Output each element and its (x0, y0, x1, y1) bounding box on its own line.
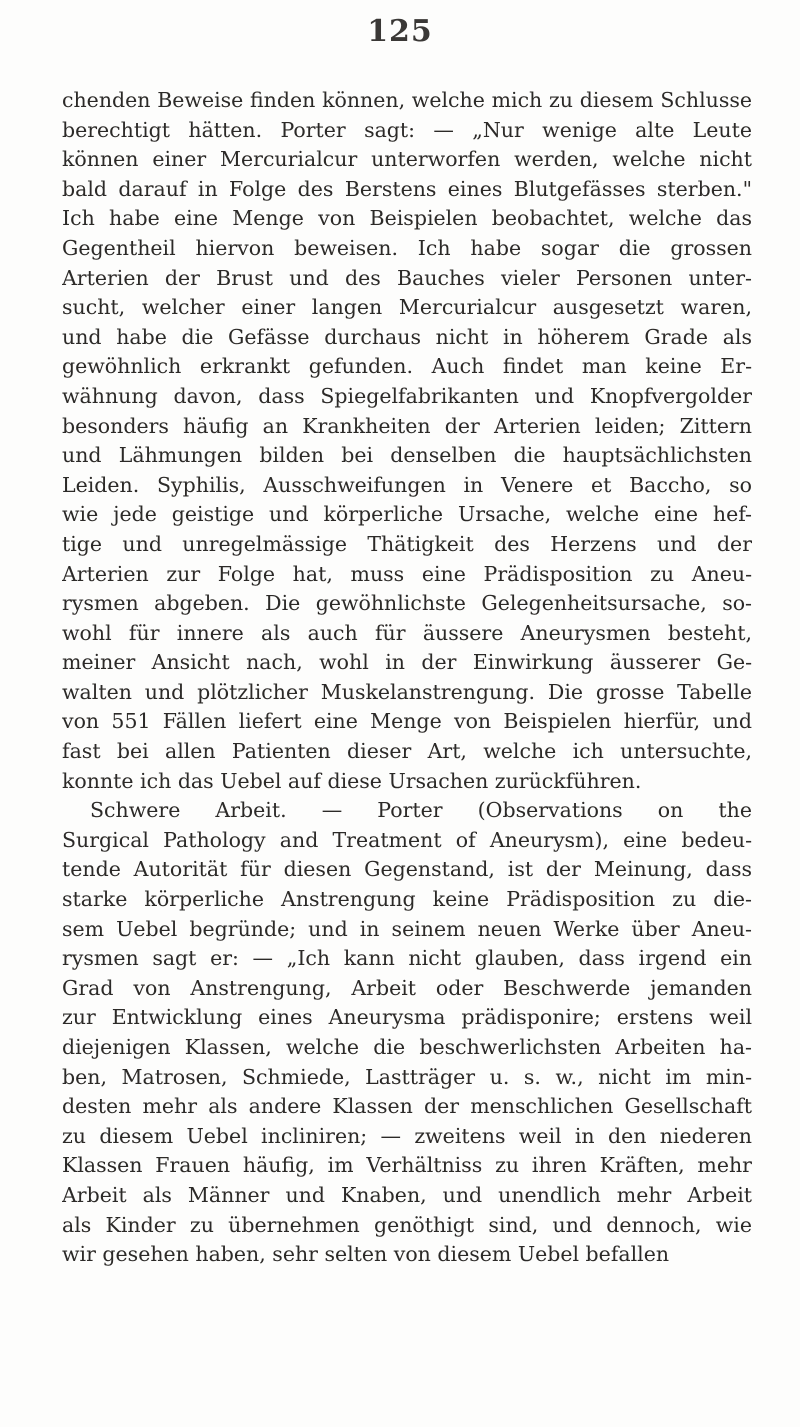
text-line: Klassen Frauen häufig, im Verhältniss zu ihren Kräften, mehr (62, 1153, 752, 1178)
text-line: zu diesem Uebel incliniren; — zweitens weil in den niederen (62, 1123, 752, 1148)
text-line: Arbeit als Männer und Knaben, und unendlich mehr Arbeit (62, 1182, 752, 1207)
text-line: bald darauf in Folge des Berstens eines Blutgefässes sterben." (62, 176, 752, 201)
text-line: Gegentheil hiervon beweisen. Ich habe sogar die grossen (62, 235, 752, 260)
text-line: diejenigen Klassen, welche die beschwerlichsten Arbeiten ha- (62, 1035, 752, 1059)
text-line: Arterien zur Folge hat, muss eine Prädisposition zu Aneu- (62, 561, 752, 586)
text-line: ben, Matrosen, Schmiede, Lastträger u. s. w., nicht im min- (62, 1064, 752, 1089)
text-line: Surgical Pathology and Treatment of Aneurysm), eine bedeu- (62, 827, 752, 852)
text-line: sem Uebel begründe; und in seinem neuen Werke über Aneu- (62, 916, 752, 941)
text-line: rysmen sagt er: — „Ich kann nicht glauben, dass irgend ein (62, 946, 752, 971)
text-line: chenden Beweise finden können, welche mich zu diesem Schlusse (62, 88, 752, 112)
text-line: konnte ich das Uebel auf diese Ursachen zurückführen. (62, 768, 642, 793)
text-line: meiner Ansicht nach, wohl in der Einwirkung äusserer Ge- (62, 650, 752, 675)
text-line: walten und plötzlicher Muskelanstrengung. Die grosse Tabelle (62, 679, 752, 704)
text-line: desten mehr als andere Klassen der menschlichen Gesellschaft (62, 1094, 752, 1119)
text-line: Schwere Arbeit. — Porter (Observations on the (90, 798, 752, 823)
text-line: tende Autorität für diesen Gegenstand, ist der Meinung, dass (62, 857, 752, 882)
text-line: und Lähmungen bilden bei denselben die hauptsächlichsten (62, 443, 752, 468)
text-line: tige und unregelmässige Thätigkeit des Herzens und der (62, 531, 752, 556)
text-line: wähnung davon, dass Spiegelfabrikanten und Knopfvergolder (62, 383, 752, 408)
text-line: Leiden. Syphilis, Ausschweifungen in Venere et Baccho, so (62, 472, 752, 497)
body-text (62, 86, 752, 1270)
text-line: fast bei allen Patienten dieser Art, welche ich untersuchte, (62, 739, 752, 764)
text-line: wohl für innere als auch für äussere Aneurysmen besteht, (62, 620, 752, 645)
text-line: können einer Mercurialcur unterworfen werden, welche nicht (62, 147, 752, 172)
text-line: Grad von Anstrengung, Arbeit oder Beschwerde jemanden (62, 975, 752, 1000)
text-line: Arterien der Brust und des Bauches vieler Personen unter- (62, 265, 752, 290)
text-line: als Kinder zu übernehmen genöthigt sind, und dennoch, wie (62, 1212, 752, 1237)
text-line: besonders häufig an Krankheiten der Arterien leiden; Zittern (62, 413, 752, 438)
text-line: von 551 Fällen liefert eine Menge von Beispielen hierfür, und (62, 709, 752, 734)
text-line: wie jede geistige und körperliche Ursache, welche eine hef- (62, 502, 752, 527)
text-line: Ich habe eine Menge von Beispielen beobachtet, welche das (62, 206, 752, 231)
text-line: starke körperliche Anstrengung keine Prädisposition zu die- (62, 887, 752, 912)
text-line: zur Entwicklung eines Aneurysma prädisponire; erstens weil (62, 1005, 752, 1030)
page-number: 125 (367, 14, 433, 49)
text-line: gewöhnlich erkrankt gefunden. Auch findet man keine Er- (62, 354, 752, 379)
text-line: und habe die Gefässe durchaus nicht in höherem Grade als (62, 324, 752, 349)
text-line: wir gesehen haben, sehr selten von diesem Uebel befallen (62, 1242, 670, 1267)
text-line: rysmen abgeben. Die gewöhnlichste Gelegenheitsursache, so- (62, 591, 752, 616)
text-line: berechtigt hätten. Porter sagt: — „Nur wenige alte Leute (62, 117, 752, 142)
text-line: sucht, welcher einer langen Mercurialcur ausgesetzt waren, (62, 295, 752, 320)
